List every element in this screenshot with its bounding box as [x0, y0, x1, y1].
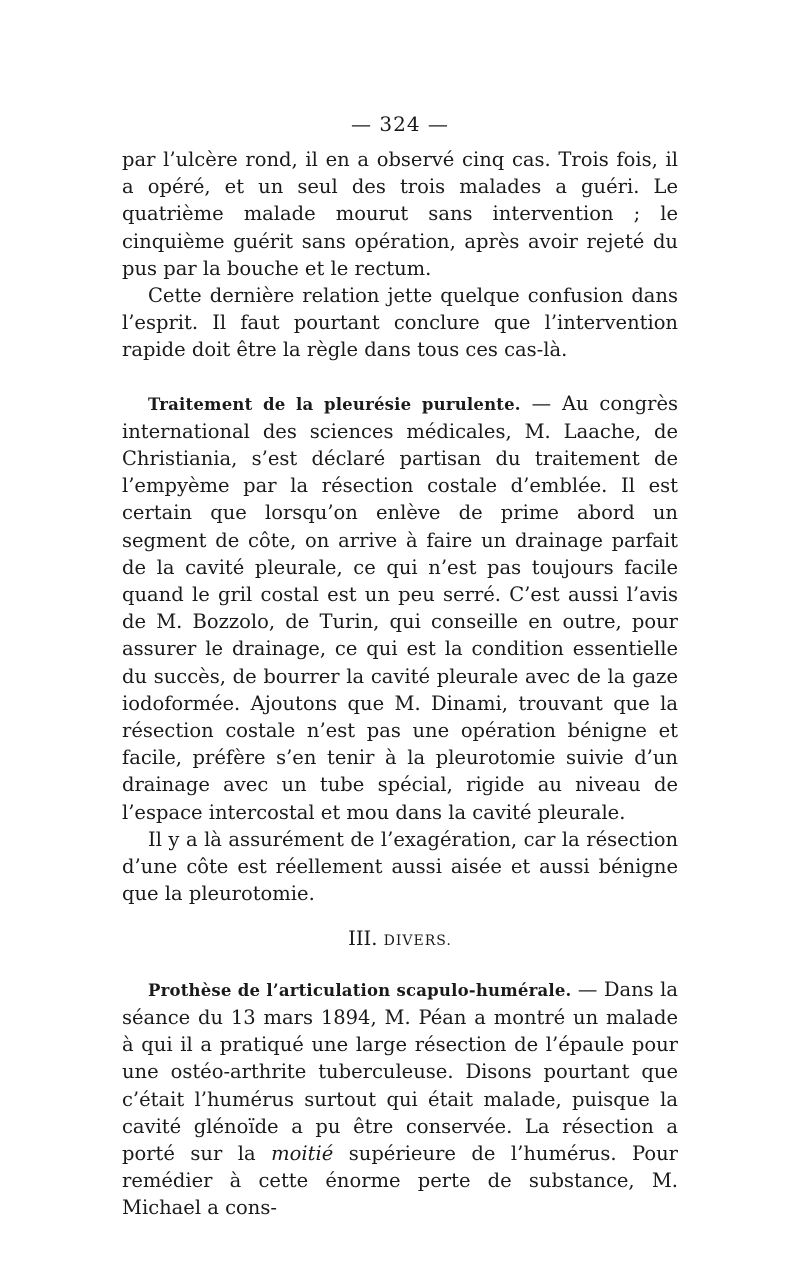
section-pleurisy	[122, 390, 678, 826]
section-label: DIVERS.	[383, 933, 452, 950]
page-number: — 324 —	[351, 112, 449, 136]
paragraph-conclusion: Cette dernière relation jette quelque confusion dans l’esprit. Il faut pourtant conclure que l’intervention rapide doit être la règle dans tous ces cas-là.	[122, 284, 678, 362]
page-body	[122, 146, 678, 1222]
section-text-pleurisy: — Au congrès international des sciences médicales, M. Laache, de Christiania, s’est déclaré partisan du traitement de l’empyème par la résection costale d’emblée. Il est certain que lorsqu’on enlève de prime abord un segment de côte, on arrive à faire un drainage parfait de la cavité pleurale, ce qui n’est pas toujours facile quand le gril costal est un peu serré. C’est aussi l’avis de M. Bozzolo, de Turin, qui conseille en outre, pour assurer le drainage, ce qui est la condition essentielle du succès, de bourrer la cavité pleurale avec de la gaze iodoformée. Ajoutons que M. Dinami, trouvant que la résection costale n’est pas une opération bénigne et facile, préfère s’en tenir à la pleurotomie suivie d’un drainage avec un tube spécial, rigide au niveau de l’espace intercostal et mou dans la cavité pleurale.	[122, 391, 678, 824]
section-prosthesis	[122, 976, 678, 1222]
paragraph-exaggeration: Il y a là assurément de l’exagération, car la résection d’une côte est réellement aussi aisée et aussi bénigne que la pleurotomie.	[122, 827, 678, 906]
section-title-divers	[122, 925, 678, 955]
section-text-prosthesis-2: supérieure de l’humérus. Pour remédier à cette énorme perte de substance, M. Michael a cons-	[122, 1141, 679, 1220]
section-heading-prosthesis: Prothèse de l’articulation scapulo-humérale.	[148, 980, 572, 1000]
section-heading-pleurisy: Traitement de la pleurésie purulente.	[148, 394, 521, 414]
italic-word: moitié	[271, 1141, 334, 1165]
paragraph-continuation: par l’ulcère rond, il en a observé cinq cas. Trois fois, il a opéré, et un seul des trois malades a guéri. Le quatrième malade mourut sans intervention ; le cinquième guérit sans opération, après avoir rejeté du pus par la bouche et le rectum.	[122, 148, 678, 280]
section-numeral: III.	[348, 927, 378, 951]
section-text-prosthesis-1: — Dans la séance du 13 mars 1894, M. Péan a montré un malade à qui il a pratiqué une large résection de l’épaule pour une ostéo-arthrite tuberculeuse. Disons pourtant que c’était l’humérus surtout qui était malade, puisque la cavité glénoïde a pu être conservée. La résection a porté sur la	[122, 977, 678, 1165]
